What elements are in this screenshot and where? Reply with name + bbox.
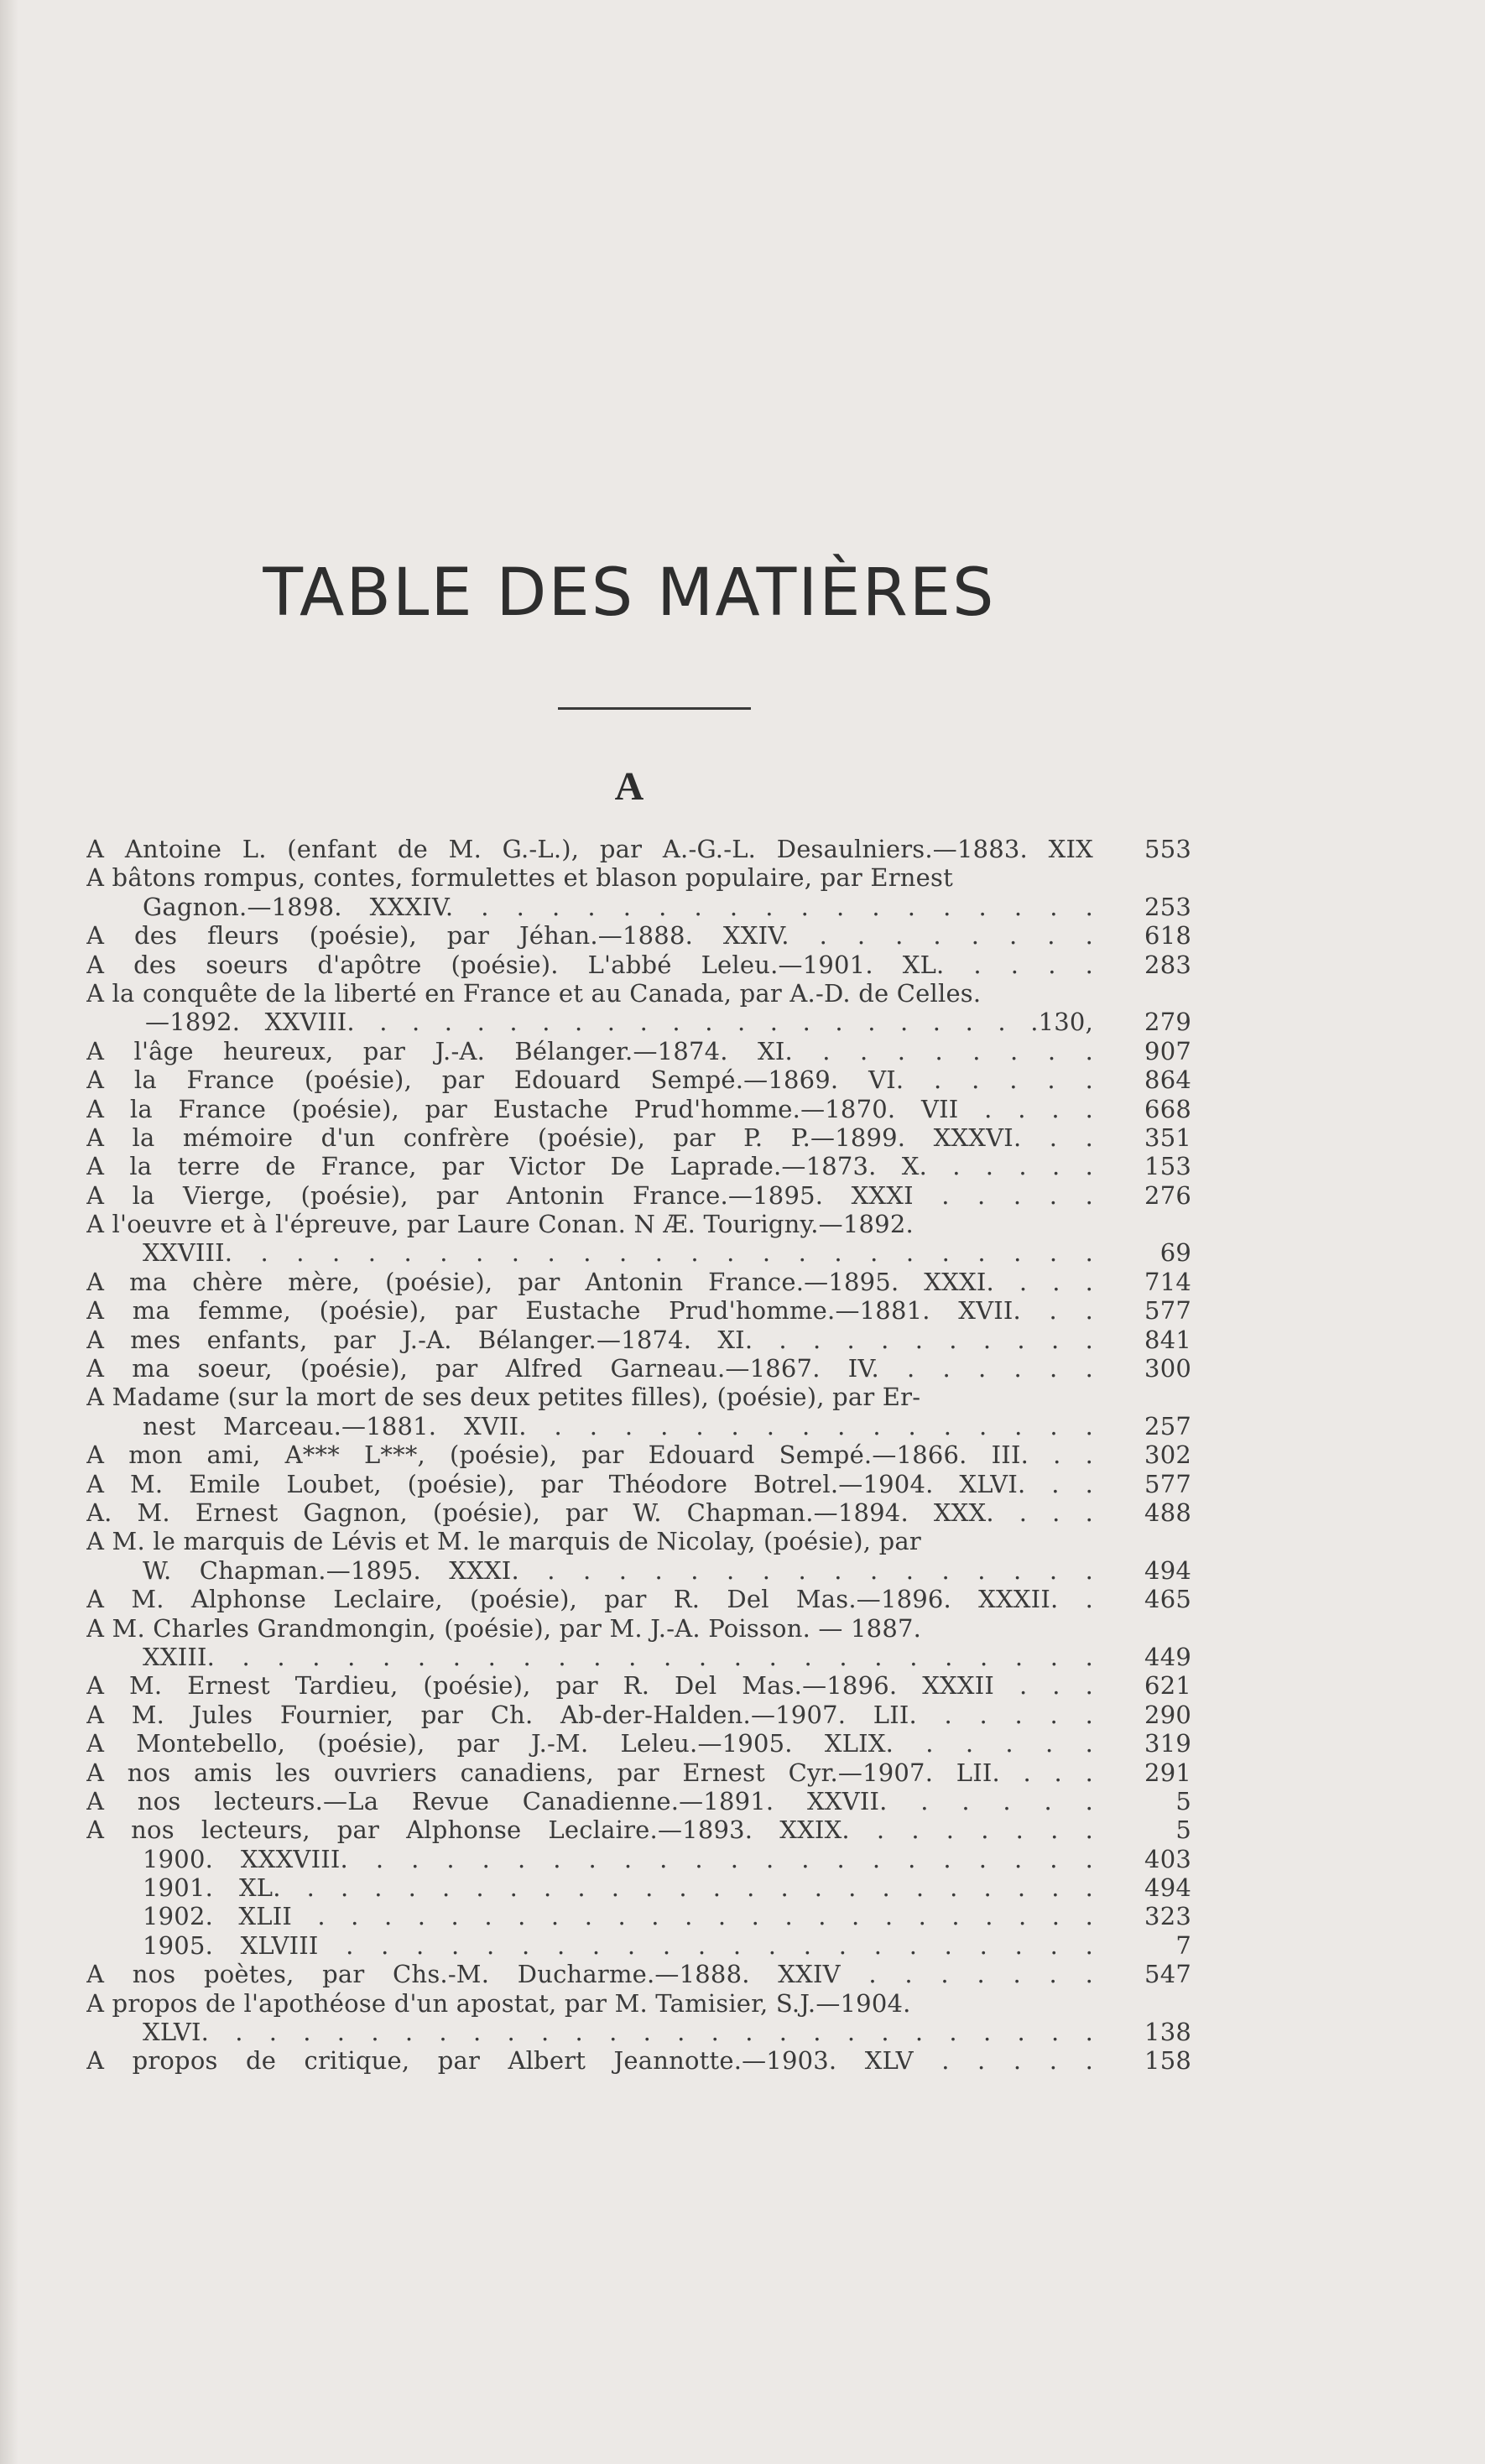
toc-entry — [86, 1181, 1191, 1210]
toc-entry-text: XXVIII. . . . . . . . . . . . . . . . . . . . . . . . . — [143, 1238, 1093, 1268]
toc-entry-page: 841 — [1144, 1325, 1191, 1354]
toc-entry-page: 577 — [1144, 1469, 1191, 1498]
toc-entry — [86, 1758, 1191, 1787]
toc-entry — [86, 2046, 1191, 2075]
toc-entry-text: A M. Jules Fournier, par Ch. Ab-der-Halden.—1907. LII. . . . . . — [86, 1700, 1093, 1729]
toc-entry-text: A propos de critique, par Albert Jeannotte.—1903. XLV . . . . . — [86, 2046, 1093, 2076]
toc-entry-text: A la conquête de la liberté en France et au Canada, par A.-D. de Celles. — [86, 978, 982, 1008]
toc-entry — [86, 1095, 1191, 1123]
toc-entry-text: —1892. XXVIII. . . . . . . . . . . . . . . . . . . . . .130, — [145, 1008, 1093, 1037]
toc-entry-text: A l'âge heureux, par J.-A. Bélanger.—1874. XI. . . . . . . . . — [86, 1036, 1093, 1065]
toc-entry — [86, 1931, 1191, 1960]
toc-entry-page: 668 — [1144, 1094, 1191, 1123]
toc-entry — [86, 863, 1191, 892]
toc-entry-text: A M. Charles Grandmongin, (poésie), par M. J.-A. Poisson. — 1887. — [86, 1613, 922, 1643]
toc-entry-page: 494 — [1144, 1555, 1191, 1585]
toc-entry — [86, 1470, 1191, 1498]
toc-entry-page: 465 — [1144, 1585, 1191, 1614]
toc-entry — [86, 1845, 1191, 1873]
toc-entry — [86, 1701, 1191, 1729]
toc-entry — [86, 1873, 1191, 1902]
toc-entry — [86, 1498, 1191, 1527]
section-letter: A — [614, 764, 644, 809]
table-of-contents — [86, 835, 1191, 2076]
toc-entry-page: 621 — [1144, 1671, 1191, 1701]
toc-entry-page: 300 — [1144, 1354, 1191, 1383]
toc-entry — [86, 1960, 1191, 1988]
toc-entry-page: 276 — [1144, 1180, 1191, 1210]
toc-entry-text: A Montebello, (poésie), par J.-M. Leleu.—1905. XLIX. . . . . . — [86, 1729, 1093, 1758]
toc-entry-page: 291 — [1144, 1758, 1191, 1787]
toc-entry-text: A des fleurs (poésie), par Jéhan.—1888. XXIV. . . . . . . . . — [86, 921, 1093, 951]
toc-entry — [86, 1643, 1191, 1671]
toc-entry — [86, 1354, 1191, 1383]
toc-entry-text: A M. Emile Loubet, (poésie), par Théodore Botrel.—1904. XLVI. . . — [86, 1469, 1093, 1498]
toc-entry — [86, 1989, 1191, 2018]
toc-entry-page: 449 — [1144, 1642, 1191, 1671]
toc-entry-text: W. Chapman.—1895. XXXI. . . . . . . . . . . . . . . . . — [143, 1555, 1093, 1585]
toc-entry — [86, 1065, 1191, 1094]
toc-entry-text: A Madame (sur la mort de ses deux petites filles), (poésie), par Er- — [86, 1383, 921, 1412]
toc-entry-text: A ma soeur, (poésie), par Alfred Garneau.—1867. IV. . . . . . . — [86, 1354, 1093, 1383]
toc-entry-page: 158 — [1144, 2046, 1191, 2076]
toc-entry-text: A la mémoire d'un confrère (poésie), par P. P.—1899. XXXVI. . . — [86, 1123, 1093, 1152]
toc-entry — [86, 1556, 1191, 1585]
toc-entry — [86, 979, 1191, 1008]
toc-entry-text: A mon ami, A*** L***, (poésie), par Edouard Sempé.—1866. III. . . — [86, 1440, 1093, 1470]
toc-entry-page: 7 — [1175, 1930, 1191, 1960]
toc-entry — [86, 1326, 1191, 1354]
toc-entry — [86, 1152, 1191, 1180]
toc-entry — [86, 1210, 1191, 1238]
page-edge — [0, 0, 18, 2464]
toc-entry — [86, 1008, 1191, 1036]
toc-entry — [86, 1440, 1191, 1469]
toc-entry-page: 351 — [1144, 1123, 1191, 1152]
toc-entry-page: 323 — [1144, 1902, 1191, 1931]
toc-entry-text: A bâtons rompus, contes, formulettes et blason populaire, par Ernest — [86, 863, 953, 893]
toc-entry — [86, 1585, 1191, 1613]
page-title: TABLE DES MATIÈRES — [263, 555, 996, 631]
toc-entry-text: 1905. XLVIII . . . . . . . . . . . . . . . . . . . . . . — [143, 1930, 1093, 1960]
toc-entry-page: 283 — [1144, 950, 1191, 979]
toc-entry — [86, 1787, 1191, 1815]
toc-entry-text: A nos lecteurs, par Alphonse Leclaire.—1893. XXIX. . . . . . . . — [86, 1815, 1093, 1845]
toc-entry-page: 864 — [1144, 1065, 1191, 1095]
toc-entry — [86, 1123, 1191, 1152]
toc-entry-page: 153 — [1144, 1152, 1191, 1181]
toc-entry — [86, 1268, 1191, 1296]
toc-entry — [86, 1037, 1191, 1065]
toc-entry-text: A. M. Ernest Gagnon, (poésie), par W. Chapman.—1894. XXX. . . . — [86, 1498, 1093, 1527]
toc-entry-text: A des soeurs d'apôtre (poésie). L'abbé Leleu.—1901. XL. . . . . — [86, 950, 1093, 979]
toc-entry — [86, 951, 1191, 979]
toc-entry-text: A la France (poésie), par Edouard Sempé.—1869. VI. . . . . . — [86, 1065, 1093, 1095]
toc-entry-page: 5 — [1175, 1786, 1191, 1815]
toc-entry-text: 1900. XXXVIII. . . . . . . . . . . . . . . . . . . . . . — [143, 1844, 1093, 1873]
toc-entry-text: A la France (poésie), par Eustache Prud'homme.—1870. VII . . . . — [86, 1094, 1093, 1123]
toc-entry-page: 5 — [1175, 1815, 1191, 1845]
toc-entry — [86, 1614, 1191, 1643]
toc-entry-page: 488 — [1144, 1498, 1191, 1527]
toc-entry-text: XXIII. . . . . . . . . . . . . . . . . . . . . . . . . . — [143, 1642, 1093, 1671]
toc-entry-page: 907 — [1144, 1036, 1191, 1065]
toc-entry — [86, 1296, 1191, 1325]
toc-entry-text: A M. Alphonse Leclaire, (poésie), par R. Del Mas.—1896. XXXII. . — [86, 1585, 1093, 1614]
toc-entry-text: A la Vierge, (poésie), par Antonin France.—1895. XXXI . . . . . — [86, 1180, 1093, 1210]
toc-entry-page: 553 — [1144, 835, 1191, 863]
toc-entry-page: 403 — [1144, 1844, 1191, 1873]
toc-entry-text: A nos poètes, par Chs.-M. Ducharme.—1888. XXIV . . . . . . . — [86, 1960, 1093, 1989]
toc-entry-page: 302 — [1144, 1440, 1191, 1470]
toc-entry-text: XLVI. . . . . . . . . . . . . . . . . . . . . . . . . . . — [143, 2018, 1093, 2047]
toc-entry-text: A l'oeuvre et à l'épreuve, par Laure Conan. N Æ. Tourigny.—1892. — [86, 1210, 914, 1239]
toc-entry-text: A la terre de France, par Victor De Laprade.—1873. X. . . . . . — [86, 1152, 1093, 1181]
toc-entry-page: 253 — [1144, 892, 1191, 921]
toc-entry — [86, 1383, 1191, 1411]
toc-entry-text: A Antoine L. (enfant de M. G.-L.), par A.-G.-L. Desaulniers.—1883. XIX — [86, 835, 1093, 863]
toc-entry — [86, 1671, 1191, 1700]
toc-entry — [86, 1527, 1191, 1555]
toc-entry-page: 618 — [1144, 921, 1191, 951]
toc-entry-page: 547 — [1144, 1960, 1191, 1989]
toc-entry — [86, 835, 1191, 863]
toc-entry — [86, 1238, 1191, 1267]
toc-entry-text: 1902. XLII . . . . . . . . . . . . . . . . . . . . . . . . — [143, 1902, 1093, 1931]
toc-entry — [86, 1815, 1191, 1844]
toc-entry-text: A ma chère mère, (poésie), par Antonin France.—1895. XXXI. . . . — [86, 1267, 1093, 1296]
toc-entry-text: Gagnon.—1898. XXXIV. . . . . . . . . . . . . . . . . . . — [143, 892, 1093, 921]
toc-entry-page: 577 — [1144, 1296, 1191, 1326]
toc-entry-text: A M. le marquis de Lévis et M. le marquis de Nicolay, (poésie), par — [86, 1527, 921, 1556]
toc-entry-text: A nos amis les ouvriers canadiens, par Ernest Cyr.—1907. LII. . . . — [86, 1758, 1093, 1787]
toc-entry — [86, 2018, 1191, 2046]
toc-entry-page: 257 — [1144, 1411, 1191, 1440]
toc-entry-text: nest Marceau.—1881. XVII. . . . . . . . . . . . . . . . . — [143, 1411, 1093, 1440]
toc-entry-page: 714 — [1144, 1267, 1191, 1296]
toc-entry-text: A M. Ernest Tardieu, (poésie), par R. Del Mas.—1896. XXXII . . . — [86, 1671, 1093, 1701]
toc-entry — [86, 893, 1191, 921]
toc-entry-text: 1901. XL. . . . . . . . . . . . . . . . . . . . . . . . . — [143, 1873, 1093, 1903]
toc-entry-page: 138 — [1144, 2018, 1191, 2047]
title-rule — [558, 707, 751, 710]
toc-entry-page: 494 — [1144, 1873, 1191, 1903]
toc-entry-text: A ma femme, (poésie), par Eustache Prud'homme.—1881. XVII. . . — [86, 1296, 1093, 1326]
toc-entry-page: 290 — [1144, 1700, 1191, 1729]
toc-entry — [86, 1412, 1191, 1440]
toc-entry-text: A mes enfants, par J.-A. Bélanger.—1874. XI. . . . . . . . . . . — [86, 1325, 1093, 1354]
toc-entry — [86, 921, 1191, 950]
toc-entry — [86, 1902, 1191, 1930]
toc-entry-text: A nos lecteurs.—La Revue Canadienne.—1891. XXVII. . . . . . — [86, 1786, 1093, 1815]
toc-entry — [86, 1729, 1191, 1758]
toc-entry-page: 69 — [1159, 1238, 1191, 1268]
toc-entry-page: 319 — [1144, 1729, 1191, 1758]
toc-entry-text: A propos de l'apothéose d'un apostat, par M. Tamisier, S.J.—1904. — [86, 1988, 911, 2018]
toc-entry-page: 279 — [1144, 1008, 1191, 1037]
